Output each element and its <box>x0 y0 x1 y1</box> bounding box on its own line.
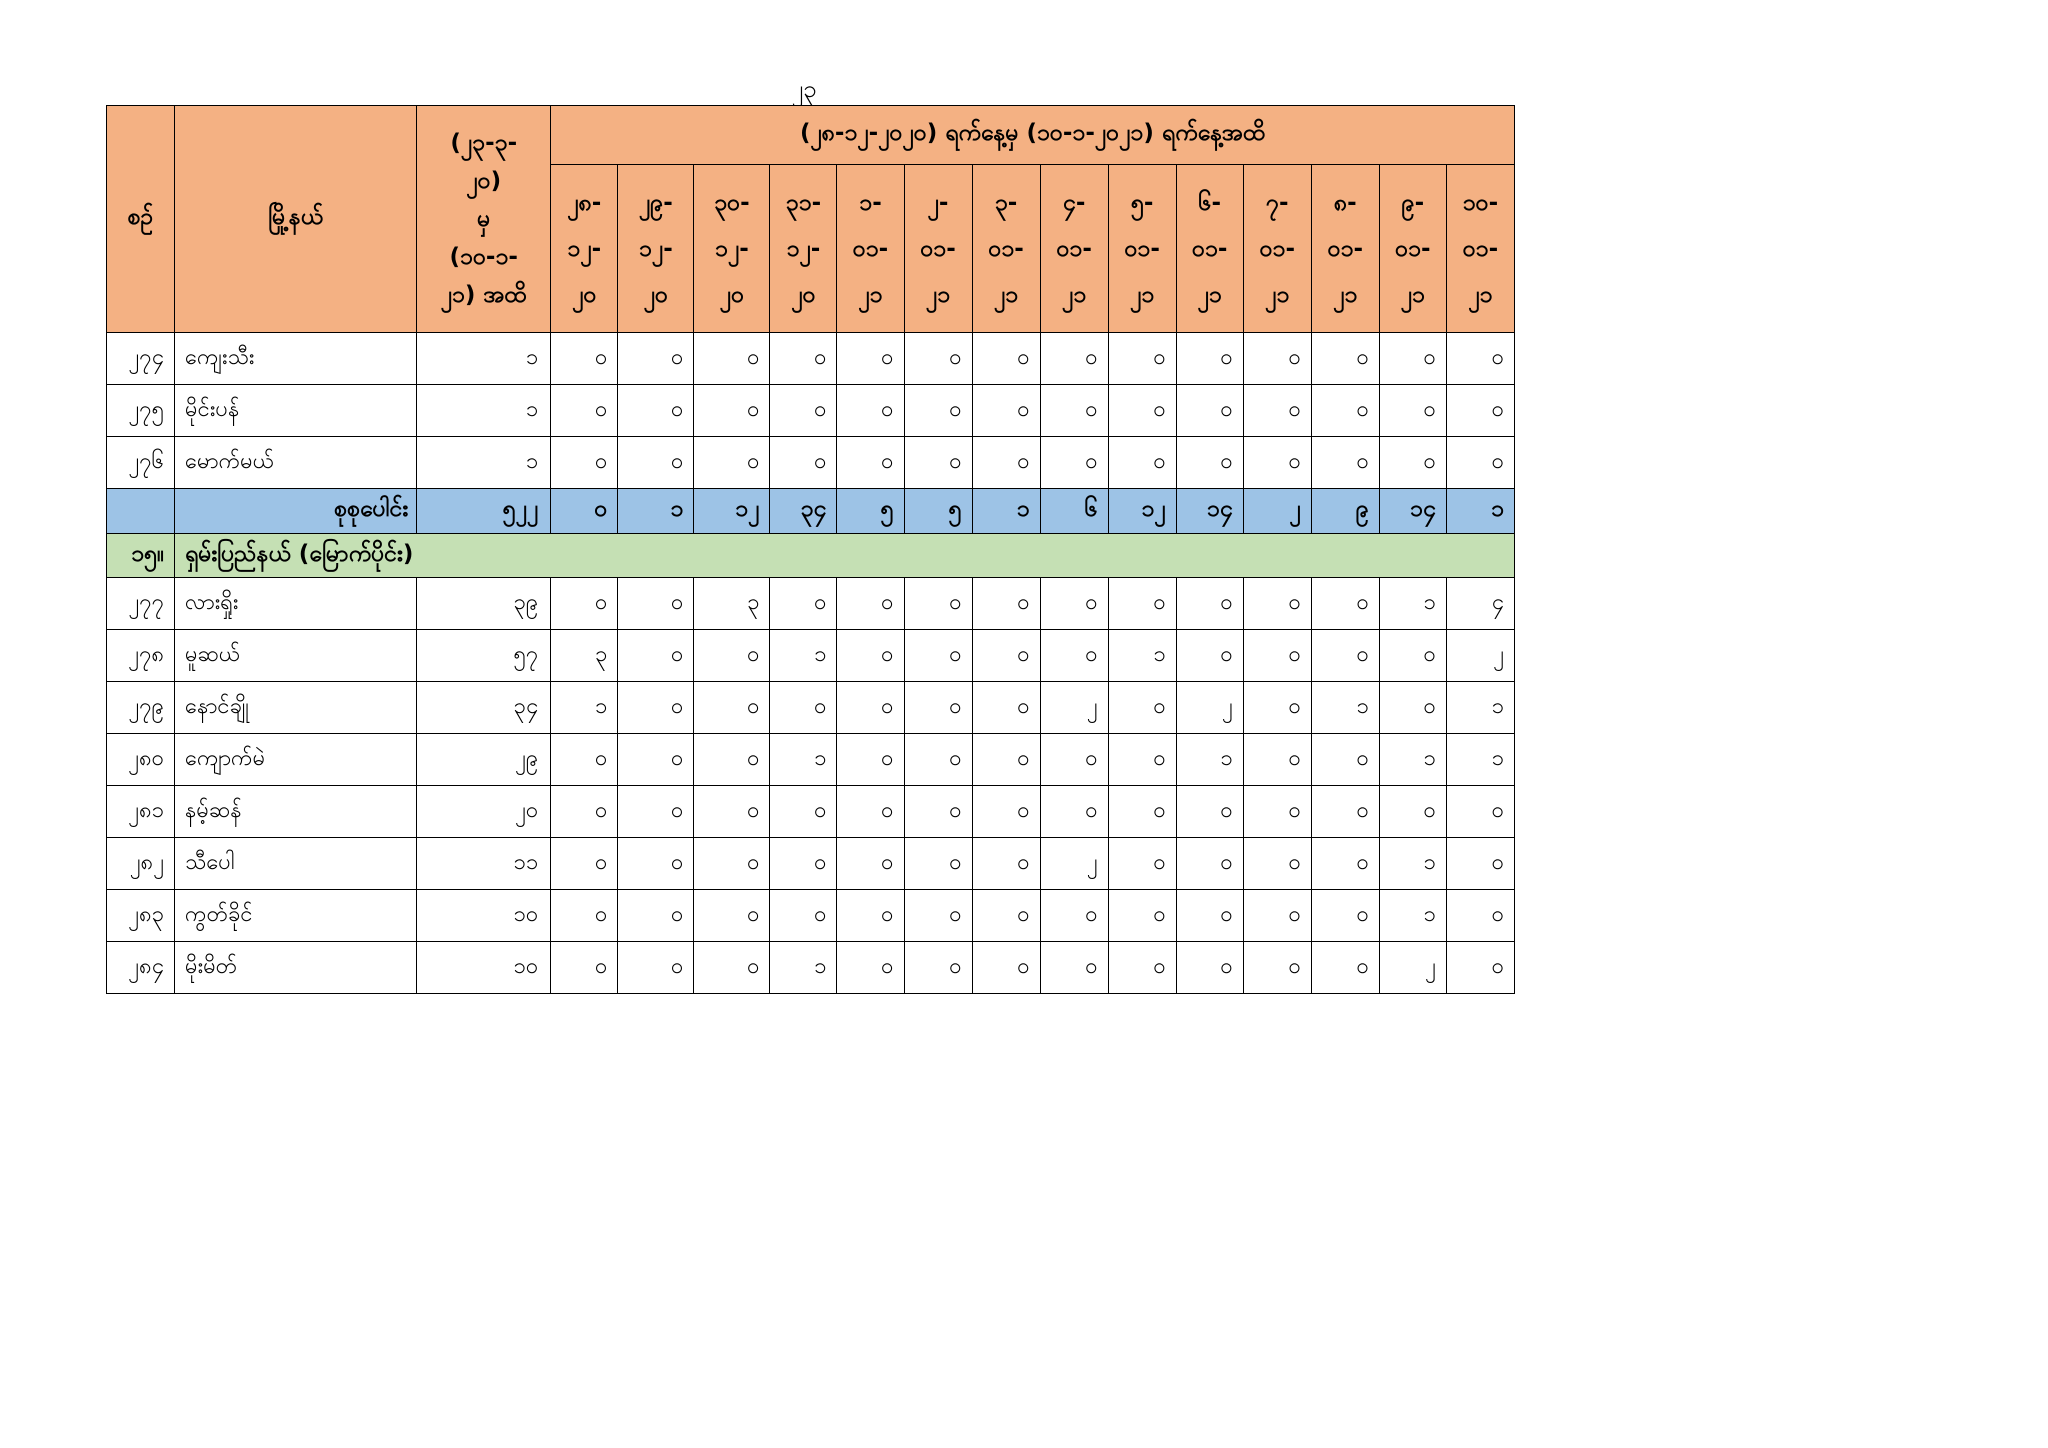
township-cell: သီပေါ <box>175 838 417 890</box>
value-cell: ၂ <box>1040 682 1108 734</box>
value-cell: ၀ <box>972 437 1040 489</box>
header-date-part: ၂၁ <box>858 281 883 308</box>
header-date-part: ၀၁- <box>1124 235 1160 262</box>
value-cell: ၀ <box>1040 437 1108 489</box>
value-cell: ၁ <box>1379 734 1446 786</box>
value-cell: ၁ <box>1176 734 1243 786</box>
header-date-part: ၁- <box>859 189 882 216</box>
value-cell: ၀ <box>1311 734 1379 786</box>
header-date-part: ၁၀- <box>1462 189 1499 216</box>
header-total-line: (၂၃-၃- <box>450 130 518 156</box>
value-cell: ၀ <box>1108 786 1176 838</box>
header-date-cell <box>694 165 770 333</box>
value-cell: ၀ <box>972 890 1040 942</box>
header-date-cell <box>770 165 837 333</box>
header-date-part: ၀၁- <box>852 235 889 262</box>
value-cell: ၀ <box>904 942 972 994</box>
value-cell: ၀ <box>618 437 694 489</box>
header-date-cell <box>904 165 972 333</box>
header-date-part: ၁၂- <box>715 235 749 262</box>
value-cell: ၀ <box>1446 437 1514 489</box>
value-cell: ၀ <box>1311 838 1379 890</box>
serial-cell: ၂၇၅ <box>107 385 175 437</box>
value-cell: ၀ <box>1446 385 1514 437</box>
summary-value-cell: ၁၂ <box>1108 489 1176 534</box>
value-cell: ၀ <box>694 786 770 838</box>
value-cell: ၁ <box>1379 578 1446 630</box>
summary-value-cell: ၁ <box>618 489 694 534</box>
value-cell: ၀ <box>1311 630 1379 682</box>
value-cell: ၀ <box>1243 630 1311 682</box>
value-cell: ၀ <box>1108 942 1176 994</box>
value-cell: ၀ <box>1243 385 1311 437</box>
header-date-cell <box>1379 165 1446 333</box>
value-cell: ၀ <box>837 942 904 994</box>
section-number: ၁၅။ <box>107 534 175 578</box>
table-row <box>107 630 1515 682</box>
value-cell: ၀ <box>1108 682 1176 734</box>
township-cell: နမ့်ဆန် <box>175 786 417 838</box>
value-cell: ၀ <box>1379 437 1446 489</box>
value-cell: ၀ <box>972 786 1040 838</box>
value-cell: ၀ <box>618 942 694 994</box>
value-cell: ၃ <box>551 630 618 682</box>
value-cell: ၀ <box>972 578 1040 630</box>
value-cell: ၀ <box>551 942 618 994</box>
value-cell: ၀ <box>1243 786 1311 838</box>
value-cell: ၀ <box>1108 333 1176 385</box>
value-cell: ၀ <box>770 437 837 489</box>
header-date-part: ၂၉- <box>638 189 673 216</box>
header-date-part: ၂၈- <box>567 189 602 216</box>
total-cell: ၁၀ <box>417 942 551 994</box>
header-total <box>417 106 551 333</box>
value-cell: ၀ <box>904 385 972 437</box>
header-date-part: ၂၁ <box>1333 281 1358 308</box>
header-date-cell <box>618 165 694 333</box>
header-township: မြို့နယ် <box>175 106 417 333</box>
value-cell: ၀ <box>618 333 694 385</box>
header-date-part: ၉- <box>1401 189 1425 216</box>
value-cell: ၀ <box>1176 385 1243 437</box>
value-cell: ၀ <box>694 630 770 682</box>
value-cell: ၀ <box>1108 385 1176 437</box>
value-cell: ၀ <box>551 786 618 838</box>
value-cell: ၀ <box>1311 437 1379 489</box>
summary-value-cell: ၁၂ <box>694 489 770 534</box>
value-cell: ၀ <box>1108 734 1176 786</box>
serial-cell: ၂၈၃ <box>107 890 175 942</box>
value-cell: ၀ <box>1040 578 1108 630</box>
summary-value-cell: ၁၄ <box>1379 489 1446 534</box>
serial-cell: ၂၇၇ <box>107 578 175 630</box>
township-cell: နောင်ချို <box>175 682 417 734</box>
value-cell: ၁ <box>1379 890 1446 942</box>
value-cell: ၀ <box>551 578 618 630</box>
header-date-part: ၀၁- <box>1192 235 1228 262</box>
value-cell: ၄ <box>1446 578 1514 630</box>
header-date-range: (၂၈-၁၂-၂၀၂၀) ရက်နေ့မှ (၁၀-၁-၂၀၂၁) ရက်နေ့အထိ <box>551 106 1515 165</box>
table-row <box>107 890 1515 942</box>
value-cell: ၁ <box>551 682 618 734</box>
header-date-part: ၂၁ <box>1130 281 1155 308</box>
header-date-part: ၂၁ <box>1197 281 1222 308</box>
value-cell: ၁ <box>1446 682 1514 734</box>
value-cell: ၀ <box>618 385 694 437</box>
value-cell: ၀ <box>904 786 972 838</box>
total-cell: ၁ <box>417 333 551 385</box>
value-cell: ၀ <box>972 682 1040 734</box>
value-cell: ၀ <box>904 838 972 890</box>
value-cell: ၀ <box>972 942 1040 994</box>
value-cell: ၀ <box>1040 786 1108 838</box>
serial-cell: ၂၇၄ <box>107 333 175 385</box>
value-cell: ၀ <box>904 437 972 489</box>
value-cell: ၀ <box>904 682 972 734</box>
value-cell: ၀ <box>837 890 904 942</box>
value-cell: ၂ <box>1176 682 1243 734</box>
serial-cell: ၂၇၈ <box>107 630 175 682</box>
total-cell: ၃၄ <box>417 682 551 734</box>
value-cell: ၀ <box>904 890 972 942</box>
value-cell: ၀ <box>837 630 904 682</box>
value-cell: ၀ <box>1176 333 1243 385</box>
value-cell: ၀ <box>1176 437 1243 489</box>
header-date-cell <box>1243 165 1311 333</box>
value-cell: ၀ <box>1379 682 1446 734</box>
header-date-part: ၂၀ <box>791 281 816 308</box>
value-cell: ၀ <box>837 385 904 437</box>
summary-value-cell: ၉ <box>1311 489 1379 534</box>
total-cell: ၅၇ <box>417 630 551 682</box>
township-cell: မောက်မယ် <box>175 437 417 489</box>
table-row <box>107 786 1515 838</box>
value-cell: ၀ <box>694 890 770 942</box>
header-date-part: ၁၂- <box>638 235 673 262</box>
value-cell: ၀ <box>694 437 770 489</box>
section-title: ရှမ်းပြည်နယ် (မြောက်ပိုင်း) <box>175 534 1515 578</box>
table-row <box>107 682 1515 734</box>
value-cell: ၀ <box>1243 578 1311 630</box>
township-cell: မိုးမိတ် <box>175 942 417 994</box>
table-row <box>107 437 1515 489</box>
value-cell: ၀ <box>1243 333 1311 385</box>
value-cell: ၀ <box>1176 942 1243 994</box>
value-cell: ၂ <box>1379 942 1446 994</box>
value-cell: ၀ <box>1446 786 1514 838</box>
value-cell: ၀ <box>1446 942 1514 994</box>
header-date-part: ၂၁ <box>1062 281 1087 308</box>
value-cell: ၀ <box>1311 333 1379 385</box>
header-date-part: ၀၁- <box>1462 235 1499 262</box>
value-cell: ၀ <box>551 890 618 942</box>
value-cell: ၀ <box>1040 333 1108 385</box>
value-cell: ၀ <box>1243 890 1311 942</box>
serial-cell: ၂၇၉ <box>107 682 175 734</box>
value-cell: ၁ <box>1311 682 1379 734</box>
value-cell: ၀ <box>694 838 770 890</box>
value-cell: ၀ <box>1379 333 1446 385</box>
township-cell: မူဆယ် <box>175 630 417 682</box>
value-cell: ၀ <box>694 333 770 385</box>
value-cell: ၀ <box>972 385 1040 437</box>
value-cell: ၀ <box>904 578 972 630</box>
value-cell: ၀ <box>837 437 904 489</box>
value-cell: ၀ <box>551 385 618 437</box>
table-row <box>107 942 1515 994</box>
value-cell: ၁ <box>770 734 837 786</box>
header-date-cell <box>551 165 618 333</box>
header-date-part: ၃- <box>994 189 1018 216</box>
table-header <box>107 106 1515 333</box>
summary-value-cell: ၁ <box>972 489 1040 534</box>
value-cell: ၀ <box>1108 838 1176 890</box>
township-cell: ကျေးသီး <box>175 333 417 385</box>
header-date-part: ၂၀ <box>572 281 597 308</box>
header-date-part: ၃၀- <box>714 189 750 216</box>
value-cell: ၀ <box>770 890 837 942</box>
value-cell: ၀ <box>694 734 770 786</box>
value-cell: ၀ <box>837 734 904 786</box>
header-date-part: ၇- <box>1266 189 1289 216</box>
summary-value-cell: ၅ <box>837 489 904 534</box>
value-cell: ၀ <box>618 890 694 942</box>
case-table <box>106 105 1515 994</box>
value-cell: ၀ <box>1446 838 1514 890</box>
township-cell: မိုင်းပန် <box>175 385 417 437</box>
value-cell: ၀ <box>1311 890 1379 942</box>
total-cell: ၁၀ <box>417 890 551 942</box>
value-cell: ၀ <box>618 630 694 682</box>
value-cell: ၀ <box>1243 942 1311 994</box>
header-date-part: ၂၁ <box>1265 281 1290 308</box>
summary-row <box>107 489 1515 534</box>
table-row <box>107 333 1515 385</box>
summary-value-cell: ၁ <box>1446 489 1514 534</box>
value-cell: ၀ <box>837 682 904 734</box>
header-date-part: ၀၁- <box>1327 235 1364 262</box>
value-cell: ၀ <box>770 786 837 838</box>
section-header-row <box>107 534 1515 578</box>
value-cell: ၀ <box>551 734 618 786</box>
value-cell: ၀ <box>1108 890 1176 942</box>
value-cell: ၀ <box>1311 942 1379 994</box>
table-row <box>107 838 1515 890</box>
header-date-part: ၈- <box>1333 189 1357 216</box>
header-date-part: ၂၀ <box>643 281 668 308</box>
township-cell: ကွတ်ခိုင် <box>175 890 417 942</box>
value-cell: ၀ <box>770 682 837 734</box>
total-cell: ၁၁ <box>417 838 551 890</box>
value-cell: ၀ <box>1040 890 1108 942</box>
header-date-cell <box>1311 165 1379 333</box>
value-cell: ၀ <box>1379 630 1446 682</box>
value-cell: ၀ <box>1176 578 1243 630</box>
header-date-cell <box>1108 165 1176 333</box>
summary-serial-cell <box>107 489 175 534</box>
value-cell: ၀ <box>694 385 770 437</box>
header-date-cell <box>837 165 904 333</box>
value-cell: ၀ <box>618 734 694 786</box>
value-cell: ၀ <box>618 838 694 890</box>
header-date-part: ၄- <box>1062 189 1086 216</box>
header-date-part: ၆- <box>1198 189 1221 216</box>
serial-cell: ၂၈၄ <box>107 942 175 994</box>
header-date-part: ၂၁ <box>1468 281 1493 308</box>
table-row <box>107 734 1515 786</box>
value-cell: ၀ <box>770 838 837 890</box>
summary-value-cell: ၃၄ <box>770 489 837 534</box>
value-cell: ၀ <box>694 682 770 734</box>
header-date-part: ၅- <box>1130 189 1154 216</box>
value-cell: ၀ <box>1446 890 1514 942</box>
header-date-cell <box>1040 165 1108 333</box>
value-cell: ၀ <box>1311 786 1379 838</box>
table-row <box>107 578 1515 630</box>
value-cell: ၁ <box>770 942 837 994</box>
header-date-part: ၂၀ <box>719 281 745 308</box>
header-date-part: ၃၁- <box>785 189 822 216</box>
township-cell: ကျောက်မဲ <box>175 734 417 786</box>
value-cell: ၀ <box>1379 786 1446 838</box>
value-cell: ၀ <box>1176 838 1243 890</box>
header-date-cell <box>1446 165 1514 333</box>
value-cell: ၀ <box>1040 942 1108 994</box>
value-cell: ၀ <box>1379 385 1446 437</box>
value-cell: ၂ <box>1040 838 1108 890</box>
header-date-part: ၀၁- <box>920 235 956 262</box>
header-date-part: ၂၁ <box>993 281 1019 308</box>
header-total-line: (၁၀-၁- <box>449 244 518 270</box>
value-cell: ၀ <box>837 578 904 630</box>
summary-label: စုစုပေါင်း <box>175 489 417 534</box>
value-cell: ၀ <box>1108 437 1176 489</box>
value-cell: ၀ <box>1108 578 1176 630</box>
header-date-part: ၂၁ <box>1400 281 1425 308</box>
value-cell: ၀ <box>618 786 694 838</box>
value-cell: ၀ <box>1243 437 1311 489</box>
header-date-part: ၀၁- <box>1056 235 1092 262</box>
summary-total: ၅၂၂ <box>417 489 551 534</box>
header-serial: စဉ် <box>107 106 175 333</box>
value-cell: ၀ <box>1311 578 1379 630</box>
value-cell: ၀ <box>1040 385 1108 437</box>
value-cell: ၀ <box>904 630 972 682</box>
serial-cell: ၂၈၀ <box>107 734 175 786</box>
header-date-part: ၀၁- <box>1259 235 1295 262</box>
header-date-part: ၁၂- <box>786 235 821 262</box>
value-cell: ၁ <box>1108 630 1176 682</box>
value-cell: ၀ <box>904 333 972 385</box>
value-cell: ၀ <box>770 578 837 630</box>
value-cell: ၀ <box>551 838 618 890</box>
summary-value-cell: ၂ <box>1243 489 1311 534</box>
value-cell: ၀ <box>1040 630 1108 682</box>
header-date-part: ၀၁- <box>988 235 1024 262</box>
value-cell: ၀ <box>694 942 770 994</box>
page-number: ၂၃ <box>791 75 817 103</box>
value-cell: ၀ <box>972 333 1040 385</box>
table-row <box>107 385 1515 437</box>
value-cell: ၀ <box>1176 630 1243 682</box>
value-cell: ၀ <box>1040 734 1108 786</box>
serial-cell: ၂၇၆ <box>107 437 175 489</box>
value-cell: ၀ <box>618 578 694 630</box>
serial-cell: ၂၈၁ <box>107 786 175 838</box>
header-date-part: ၀၁- <box>1395 235 1431 262</box>
total-cell: ၁ <box>417 385 551 437</box>
total-cell: ၂၉ <box>417 734 551 786</box>
header-total-line: ၂၁) အထိ <box>440 282 527 308</box>
value-cell: ၀ <box>618 682 694 734</box>
value-cell: ၀ <box>837 838 904 890</box>
value-cell: ၀ <box>1176 890 1243 942</box>
value-cell: ၀ <box>770 333 837 385</box>
summary-value-cell: ၀ <box>551 489 618 534</box>
value-cell: ၀ <box>1243 734 1311 786</box>
value-cell: ၀ <box>972 838 1040 890</box>
value-cell: ၃ <box>694 578 770 630</box>
header-date-part: ၁၂- <box>567 235 602 262</box>
value-cell: ၀ <box>551 333 618 385</box>
header-date-part: ၂- <box>927 189 949 216</box>
total-cell: ၁ <box>417 437 551 489</box>
summary-value-cell: ၆ <box>1040 489 1108 534</box>
value-cell: ၀ <box>1176 786 1243 838</box>
header-date-part: ၂၁ <box>925 281 951 308</box>
value-cell: ၀ <box>904 734 972 786</box>
header-date-cell <box>972 165 1040 333</box>
summary-value-cell: ၁၄ <box>1176 489 1243 534</box>
header-total-line: မှ <box>477 206 491 232</box>
value-cell: ၀ <box>972 734 1040 786</box>
total-cell: ၂၀ <box>417 786 551 838</box>
value-cell: ၀ <box>770 385 837 437</box>
table-body <box>107 333 1515 994</box>
value-cell: ၀ <box>1311 385 1379 437</box>
value-cell: ၀ <box>837 333 904 385</box>
value-cell: ၀ <box>837 786 904 838</box>
value-cell: ၁ <box>1446 734 1514 786</box>
value-cell: ၀ <box>551 437 618 489</box>
value-cell: ၀ <box>1243 682 1311 734</box>
value-cell: ၀ <box>1446 333 1514 385</box>
summary-value-cell: ၅ <box>904 489 972 534</box>
total-cell: ၃၉ <box>417 578 551 630</box>
value-cell: ၁ <box>1379 838 1446 890</box>
township-cell: လားရှိုး <box>175 578 417 630</box>
value-cell: ၀ <box>972 630 1040 682</box>
value-cell: ၀ <box>1243 838 1311 890</box>
value-cell: ၂ <box>1446 630 1514 682</box>
header-date-cell <box>1176 165 1243 333</box>
value-cell: ၁ <box>770 630 837 682</box>
serial-cell: ၂၈၂ <box>107 838 175 890</box>
header-total-line: ၂၀) <box>466 168 502 194</box>
